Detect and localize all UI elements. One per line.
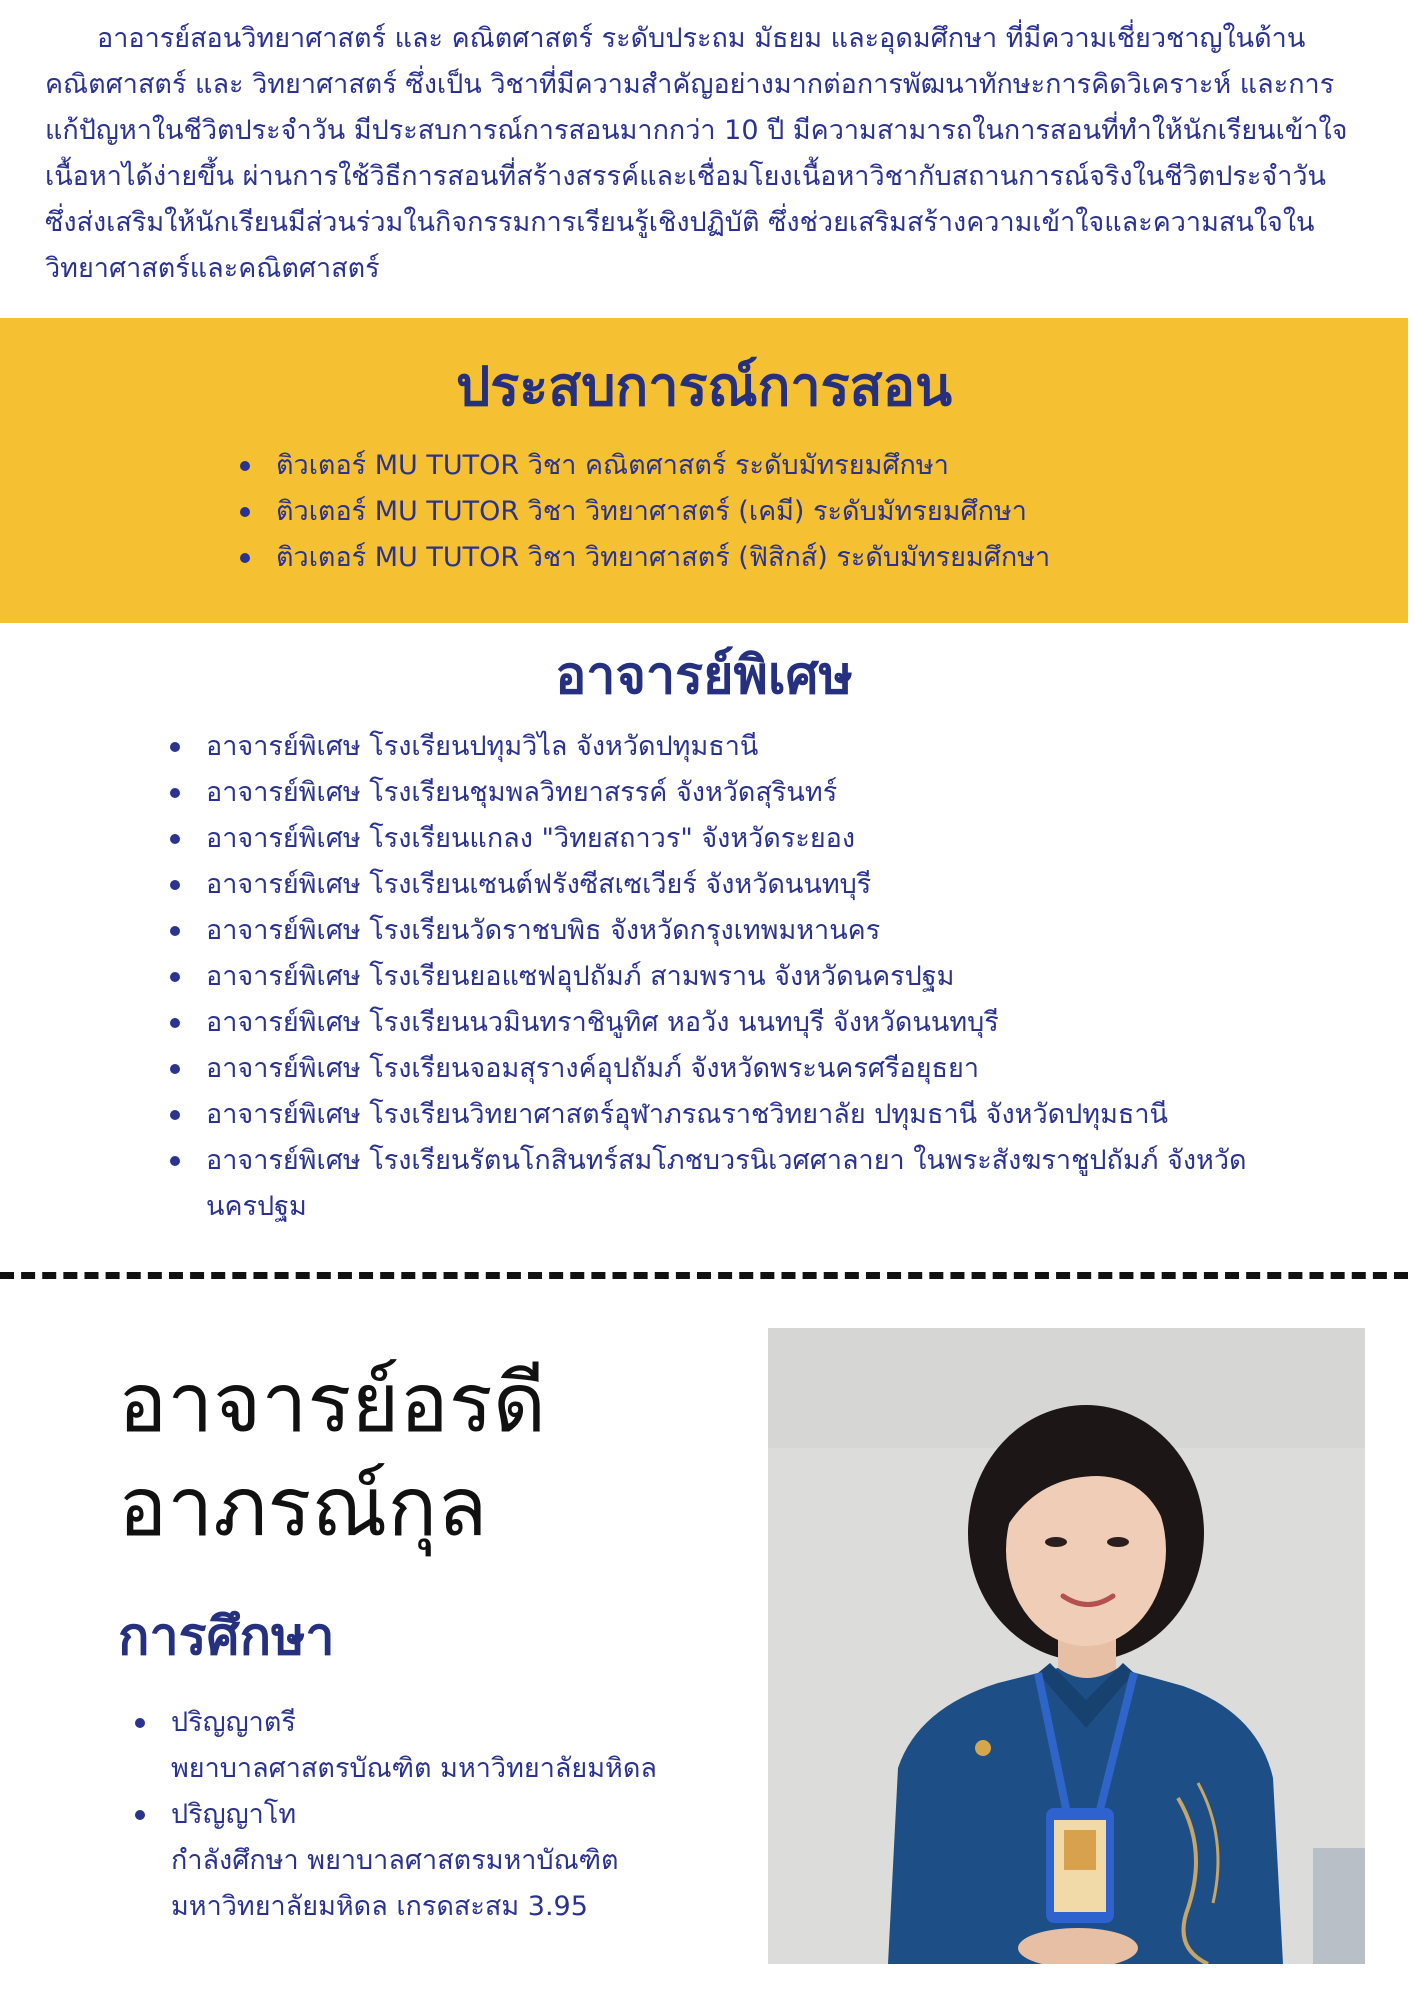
list-item	[236, 443, 1050, 489]
list-item-text: อาจารย์พิเศษ โรงเรียนจอมสุรางค์อุปถัมภ์ จังหวัดพระนครศรีอยุธยา	[206, 1053, 979, 1084]
section-divider	[0, 1272, 1408, 1279]
list-item	[166, 862, 1316, 908]
list-item	[131, 1700, 731, 1792]
teacher-last-name: อาภรณ์กุล	[118, 1460, 488, 1555]
list-item-text: อาจารย์พิเศษ โรงเรียนเซนต์ฟรังซีสเซเวียร์ จังหวัดนนทบุรี	[206, 869, 872, 900]
list-item	[166, 954, 1316, 1000]
intro-text: อาอารย์สอนวิทยาศาสตร์ และ คณิตศาสตร์ ระดับประถม มัธยม และอุดมศึกษา ที่มีความเชี่ยวชาญในด้านคณิตศาสตร์ และ วิทยาศาสตร์ ซึ่งเป็น วิชาที่มีความสำคัญอย่างมากต่อการพัฒนาทักษะการคิดวิเคราะห์ และการแก้ปัญหาในชีวิตประจำวัน มีประสบการณ์การสอนมากกว่า 10 ปี มีความสามารถในการสอนที่ทำให้นักเรียนเข้าใจเนื้อหาได้ง่ายขึ้น ผ่านการใช้วิธีการสอนที่สร้างสรรค์และเชื่อมโยงเนื้อหาวิชากับสถานการณ์จริงในชีวิตประจำวัน ซึ่งส่งเสริมให้นักเรียนมีส่วนร่วมในกิจกรรมการเรียนรู้เชิงปฏิบัติ ซึ่งช่วยเสริมสร้างความเข้าใจและความสนใจในวิทยาศาสตร์และคณิตศาสตร์	[45, 23, 1348, 284]
list-item	[166, 816, 1316, 862]
list-item-text: ติวเตอร์ MU TUTOR วิชา วิทยาศาสตร์ (ฟิสิกส์) ระดับมัทรยมศึกษา	[276, 542, 1051, 573]
intro-paragraph	[45, 16, 1365, 292]
list-item-text: อาจารย์พิเศษ โรงเรียนชุมพลวิทยาสรรค์ จังหวัดสุรินทร์	[206, 777, 838, 808]
teacher-photo	[768, 1328, 1365, 1964]
list-item	[166, 1000, 1316, 1046]
list-item	[166, 724, 1316, 770]
list-item	[166, 908, 1316, 954]
list-item-text: อาจารย์พิเศษ โรงเรียนนวมินทราชินูทิศ หอวัง นนทบุรี จังหวัดนนทบุรี	[206, 1007, 999, 1038]
bullet-icon	[170, 1018, 180, 1028]
list-item-text: ติวเตอร์ MU TUTOR วิชา วิทยาศาสตร์ (เคมี) ระดับมัทรยมศึกษา	[276, 496, 1027, 527]
bullet-icon	[240, 507, 250, 517]
bullet-icon	[135, 1810, 145, 1820]
degree-label: ปริญญาตรี	[171, 1707, 296, 1738]
experience-list	[236, 443, 1050, 581]
list-item	[131, 1792, 731, 1930]
teacher-first-name: อาจารย์อรดี	[118, 1356, 547, 1451]
experience-title: ประสบการณ์การสอน	[456, 355, 952, 418]
degree-detail: พยาบาลศาสตรบัณฑิต มหาวิทยาลัยมหิดล	[171, 1753, 657, 1784]
bullet-icon	[170, 926, 180, 936]
list-item	[166, 1138, 1316, 1230]
list-item-text: อาจารย์พิเศษ โรงเรียนแกลง "วิทยสถาวร" จังหวัดระยอง	[206, 823, 856, 854]
bullet-icon	[170, 1064, 180, 1074]
list-item-text: อาจารย์พิเศษ โรงเรียนปทุมวิไล จังหวัดปทุมธานี	[206, 731, 759, 762]
list-item	[236, 535, 1050, 581]
bullet-icon	[170, 1110, 180, 1120]
bullet-icon	[135, 1718, 145, 1728]
bullet-icon	[170, 880, 180, 890]
bullet-icon	[240, 461, 250, 471]
list-item-text: อาจารย์พิเศษ โรงเรียนยอแซฟอุปถัมภ์ สามพราน จังหวัดนครปฐม	[206, 961, 955, 992]
list-item-text: ติวเตอร์ MU TUTOR วิชา คณิตศาสตร์ ระดับมัทรยมศึกษา	[276, 450, 949, 481]
bullet-icon	[170, 742, 180, 752]
list-item-text: อาจารย์พิเศษ โรงเรียนวิทยาศาสตร์อุฬาภรณราชวิทยาลัย ปทุมธานี จังหวัดปทุมธานี	[206, 1099, 1168, 1130]
special-teacher-list	[166, 724, 1316, 1230]
education-list	[131, 1700, 731, 1930]
bullet-icon	[170, 972, 180, 982]
teacher-name	[118, 1352, 546, 1560]
degree-detail: กำลังศึกษา พยาบาลศาสตรมหาบัณฑิต มหาวิทยาลัยมหิดล เกรดสะสม 3.95	[171, 1845, 619, 1922]
list-item-text: อาจารย์พิเศษ โรงเรียนวัดราชบพิธ จังหวัดกรุงเทพมหานคร	[206, 915, 881, 946]
bullet-icon	[170, 1156, 180, 1166]
bullet-icon	[170, 788, 180, 798]
bullet-icon	[170, 834, 180, 844]
list-item	[166, 1046, 1316, 1092]
list-item	[166, 1092, 1316, 1138]
teacher-portrait-image	[768, 1328, 1365, 1964]
bullet-icon	[240, 553, 250, 563]
list-item-text: อาจารย์พิเศษ โรงเรียนรัตนโกสินทร์สมโภชบวรนิเวศศาลายา ในพระสังฆราชูปถัมภ์ จังหวัดนครปฐม	[206, 1145, 1247, 1222]
list-item	[166, 770, 1316, 816]
education-title: การศึกษา	[118, 1607, 335, 1667]
special-teacher-title: อาจารย์พิเศษ	[555, 646, 853, 706]
list-item	[236, 489, 1050, 535]
degree-label: ปริญญาโท	[171, 1799, 297, 1830]
